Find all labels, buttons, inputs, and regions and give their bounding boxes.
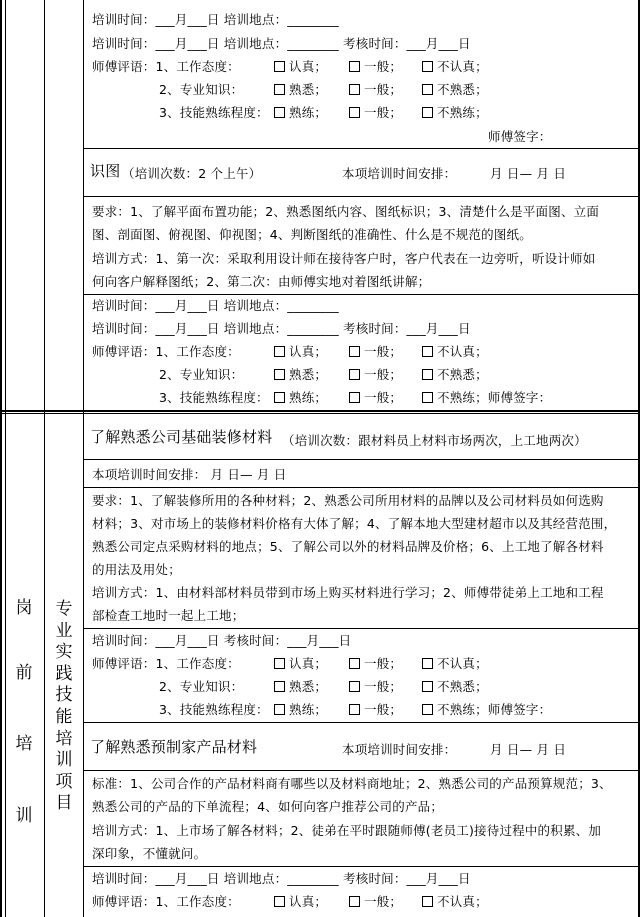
checkbox-label: 一般； — [364, 59, 403, 74]
checkbox-label: 不熟练；师傅签字： — [437, 702, 552, 717]
schedule-label: 本项培训时间安排： — [342, 166, 457, 181]
sidebar-outer-char: 培 — [15, 734, 33, 754]
standard-line: 熟悉公司的产品的下单流程；4、如何向客户推荐公司的产品； — [92, 799, 444, 814]
checkbox-label: 一般； — [364, 82, 403, 97]
checkbox[interactable] — [349, 704, 360, 715]
eval-label: 2、专业知识： — [159, 82, 244, 97]
table-border — [83, 459, 638, 460]
requirement-line: 要求：1、了解平面布置功能；2、熟悉图纸内容、图纸标识；3、清楚什么是平面图、立面 — [92, 204, 600, 219]
method-line: 培训方式：1、由材料部材料员带到市场上购买材料进行学习；2、师傅带徒弟上工地和工程 — [92, 585, 604, 600]
training-time-row: 培训时间：___月___日 培训地点：________ 考核时间：___月___日 — [92, 36, 471, 51]
sidebar-inner-char: 践 — [55, 663, 73, 684]
checkbox[interactable] — [422, 392, 433, 403]
table-border — [44, 0, 45, 917]
checkbox[interactable] — [274, 84, 285, 95]
eval-label: 2、专业知识： — [159, 679, 244, 694]
checkbox[interactable] — [274, 704, 285, 715]
requirement-line: 熟悉公司定点采购材料的地点；5、了解公司以外的材料品牌及价格；6、上工地了解各材料 — [92, 539, 604, 554]
checkbox[interactable] — [422, 369, 433, 380]
checkbox-label: 不熟练；师傅签字： — [437, 390, 552, 405]
table-border — [0, 413, 640, 414]
sidebar-inner-char: 能 — [55, 707, 73, 727]
checkbox[interactable] — [349, 107, 360, 118]
checkbox[interactable] — [349, 681, 360, 692]
checkbox-label: 一般； — [364, 105, 403, 120]
checkbox-label: 不认真； — [437, 656, 488, 671]
table-border — [83, 628, 638, 629]
checkbox[interactable] — [274, 346, 285, 357]
table-border — [83, 196, 638, 197]
training-count: （培训次数：跟材料员上材料市场两次，上工地两次） — [282, 433, 587, 448]
schedule-line: 本项培训时间安排： 月 日— 月 日 — [92, 467, 287, 482]
section-title: 了解熟悉公司基础装修材料 — [90, 428, 273, 446]
table-border — [83, 294, 638, 295]
sidebar-outer-char: 训 — [15, 806, 33, 826]
checkbox-label: 不熟悉； — [437, 82, 488, 97]
requirement-line: 材料；3、对市场上的装修材料价格有大体了解；4、了解本地大型建材超市以及其经营范围， — [92, 516, 617, 531]
method-line: 培训方式：1、上市场了解各材料；2、徒弟在平时跟随师傅(老员工)接待过程中的积累、加 — [92, 823, 602, 838]
mentor-signature-label: 师傅签字： — [488, 129, 552, 144]
checkbox[interactable] — [422, 896, 433, 907]
training-time-row: 培训时间：___月___日 培训地点：________ 考核时间：___月___日 — [92, 321, 471, 336]
checkbox[interactable] — [274, 896, 285, 907]
section-title: 识图 — [90, 162, 121, 180]
eval-label: 师傅评语：1、工作态度： — [92, 344, 240, 359]
checkbox-label: 不熟悉； — [437, 367, 488, 382]
checkbox-label: 熟悉； — [289, 82, 328, 97]
method-line: 培训方式：1、第一次：采取利用设计师在接待客户时，客户代表在一边旁听，听设计师如 — [92, 251, 596, 266]
checkbox[interactable] — [274, 61, 285, 72]
sidebar-inner-char: 项 — [55, 771, 73, 792]
checkbox[interactable] — [349, 658, 360, 669]
checkbox[interactable] — [274, 658, 285, 669]
checkbox-label: 不认真； — [437, 344, 488, 359]
checkbox-label: 认真； — [289, 344, 328, 359]
table-border — [83, 866, 638, 867]
method-line: 部检查工地时一起上工地； — [92, 608, 245, 623]
sidebar-inner-char: 目 — [55, 793, 73, 814]
eval-label: 3、技能熟练程度： — [159, 105, 269, 120]
checkbox[interactable] — [349, 896, 360, 907]
sidebar-inner-char: 训 — [55, 750, 73, 771]
sidebar-inner-char: 业 — [55, 620, 73, 641]
checkbox[interactable] — [422, 346, 433, 357]
checkbox[interactable] — [349, 369, 360, 380]
checkbox-label: 不认真； — [437, 59, 488, 74]
checkbox-label: 一般； — [364, 702, 403, 717]
checkbox[interactable] — [422, 107, 433, 118]
sidebar-inner-char: 专 — [55, 599, 73, 619]
table-border — [83, 148, 638, 149]
eval-label: 师傅评语：1、工作态度： — [92, 59, 240, 74]
checkbox-label: 不熟练； — [437, 105, 488, 120]
checkbox[interactable] — [349, 61, 360, 72]
eval-label: 3、技能熟练程度： — [159, 390, 269, 405]
checkbox-label: 一般； — [364, 679, 403, 694]
checkbox[interactable] — [274, 369, 285, 380]
checkbox-label: 一般； — [364, 344, 403, 359]
checkbox-label: 不熟悉； — [437, 679, 488, 694]
schedule-label: 本项培训时间安排： — [342, 742, 457, 757]
schedule-date: 月 日— 月 日 — [490, 742, 567, 757]
eval-label: 师傅评语：1、工作态度： — [92, 656, 240, 671]
method-line: 何向客户解释图纸；2、第二次：由师傅实地对着图纸讲解； — [92, 274, 431, 289]
sidebar-inner-char: 技 — [55, 685, 73, 706]
table-border — [83, 770, 638, 771]
checkbox[interactable] — [349, 346, 360, 357]
training-time-row: 培训时间：___月___日 培训地点：________ — [92, 12, 339, 27]
checkbox-label: 熟悉； — [289, 367, 328, 382]
table-border — [0, 410, 640, 412]
table-border — [0, 0, 2, 917]
section-title: 了解熟悉预制家产品材料 — [90, 738, 258, 756]
checkbox[interactable] — [422, 658, 433, 669]
schedule-date: 月 日— 月 日 — [490, 166, 567, 181]
training-time-row: 培训时间：___月___日 培训地点：________ — [92, 298, 339, 313]
method-line: 深印象，不懂就问。 — [92, 846, 207, 861]
requirement-line: 要求：1、了解装修所用的各种材料；2、熟悉公司所用材料的品牌以及公司材料员如何选购 — [92, 493, 604, 508]
checkbox-label: 认真； — [289, 894, 328, 909]
eval-label: 2、专业知识： — [159, 367, 244, 382]
standard-line: 标准：1、公司合作的产品材料商有哪些以及材料商地址；2、熟悉公司的产品预算规范；3、 — [92, 776, 612, 791]
checkbox-label: 认真； — [289, 656, 328, 671]
checkbox[interactable] — [274, 681, 285, 692]
requirement-line: 图、剖面图、俯视图、仰视图；4、判断图纸的准确性、什么是不规范的图纸。 — [92, 227, 532, 242]
checkbox[interactable] — [422, 61, 433, 72]
training-time-row: 培训时间：___月___日 考核时间：___月___日 — [92, 633, 352, 648]
requirement-line: 的用法及用处； — [92, 562, 181, 577]
checkbox-label: 熟练； — [289, 390, 328, 405]
checkbox-label: 不认真； — [437, 894, 488, 909]
training-count: （培训次数：2 个上午） — [122, 166, 262, 181]
sidebar-inner-char: 培 — [55, 728, 73, 749]
checkbox-label: 一般； — [364, 894, 403, 909]
checkbox-label: 认真； — [289, 59, 328, 74]
sidebar-outer-char: 前 — [15, 663, 33, 683]
checkbox-label: 一般； — [364, 367, 403, 382]
eval-label: 3、技能熟练程度： — [159, 702, 269, 717]
training-time-row: 培训时间：___月___日 培训地点：________ 考核时间：___月___日 — [92, 871, 471, 886]
checkbox-label: 一般； — [364, 390, 403, 405]
table-border — [83, 487, 638, 488]
checkbox[interactable] — [349, 84, 360, 95]
checkbox-label: 一般； — [364, 656, 403, 671]
checkbox[interactable] — [349, 392, 360, 403]
checkbox-label: 熟悉； — [289, 679, 328, 694]
checkbox[interactable] — [422, 84, 433, 95]
eval-label: 师傅评语：1、工作态度： — [92, 894, 240, 909]
checkbox-label: 熟练； — [289, 702, 328, 717]
checkbox[interactable] — [422, 704, 433, 715]
checkbox-label: 熟练； — [289, 105, 328, 120]
table-border — [5, 0, 6, 917]
checkbox[interactable] — [274, 107, 285, 118]
table-border — [83, 722, 638, 723]
checkbox[interactable] — [274, 392, 285, 403]
checkbox[interactable] — [422, 681, 433, 692]
sidebar-inner-char: 实 — [55, 642, 73, 663]
sidebar-outer-char: 岗 — [15, 598, 33, 618]
